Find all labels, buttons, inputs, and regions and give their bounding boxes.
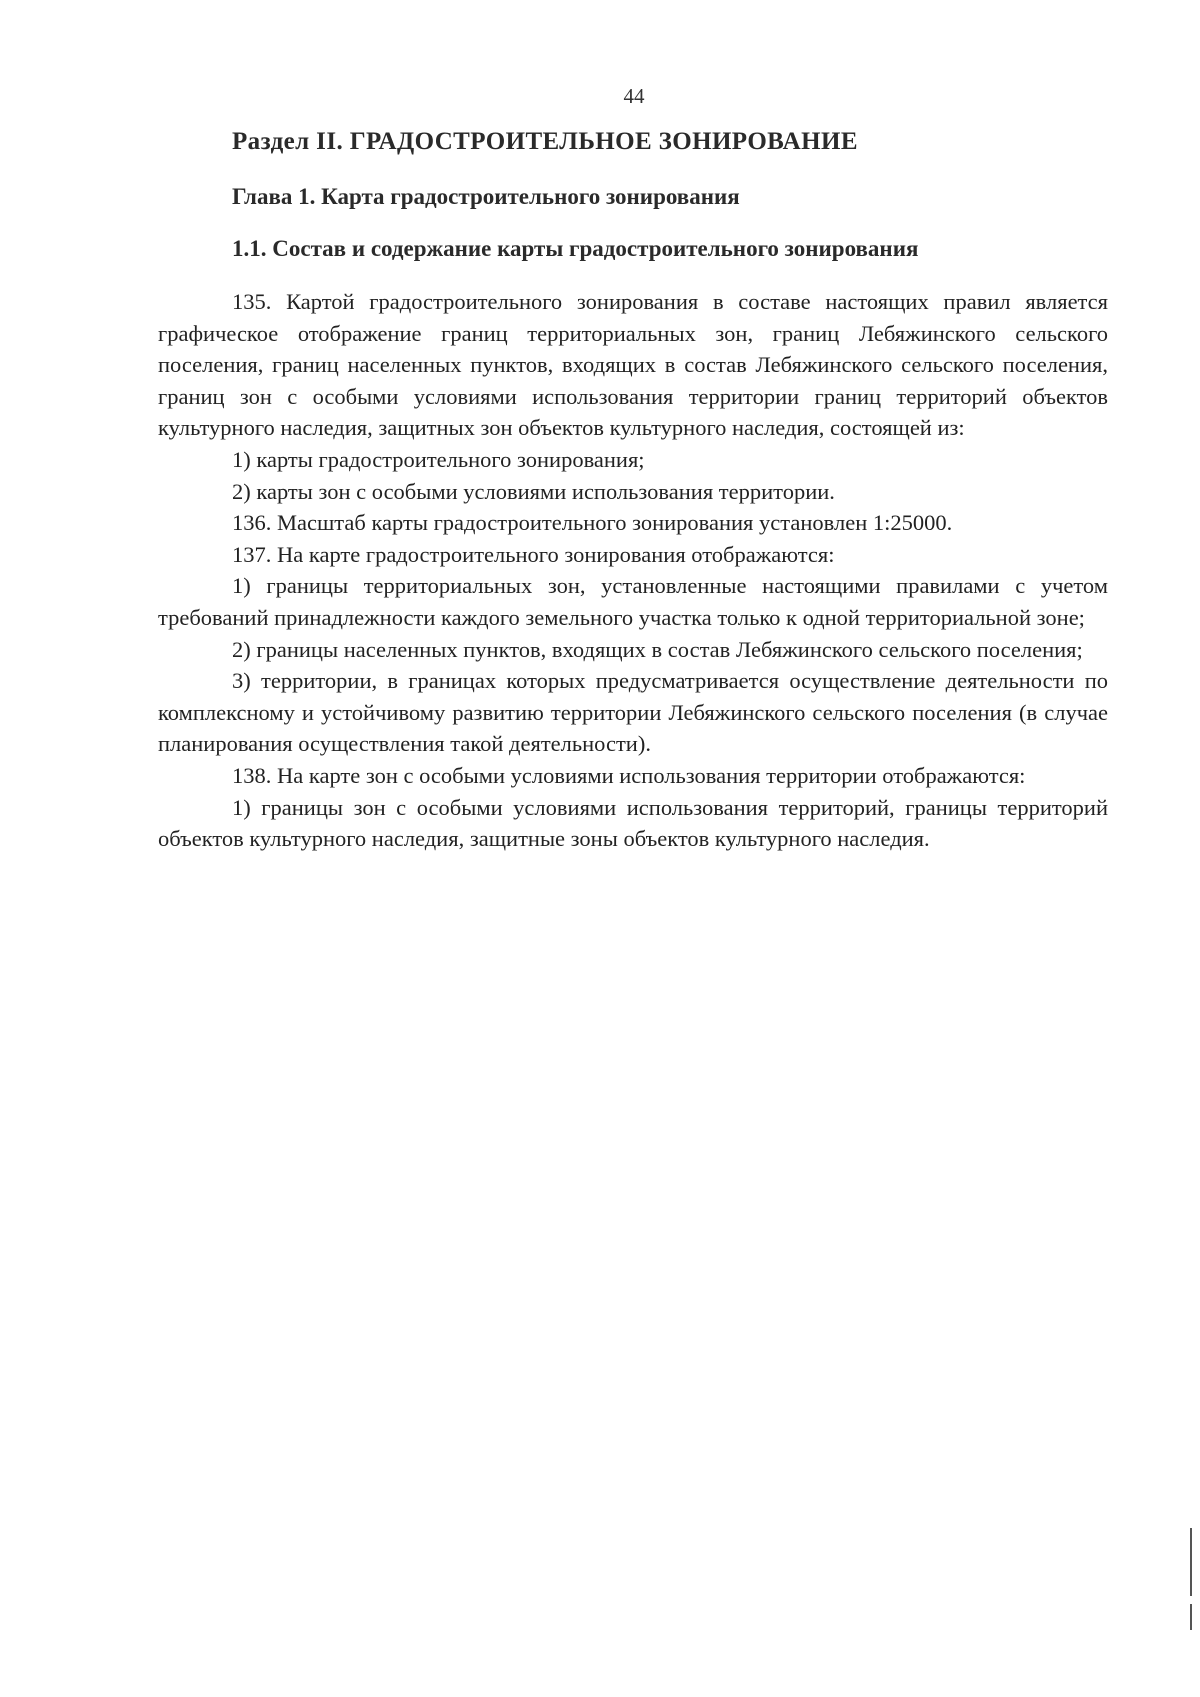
list-item-1: 1) границы зон с особыми условиями использования территорий, границы территорий объектов культурного наследия, защитные зоны объектов культурного наследия. (158, 794, 1108, 852)
scan-edge-mark (1190, 1604, 1192, 1630)
section-title: Раздел II. ГРАДОСТРОИТЕЛЬНОЕ ЗОНИРОВАНИЕ (232, 128, 858, 155)
scan-edge-mark (1190, 1528, 1192, 1596)
paragraph-136: 136. Масштаб карты градостроительного зонирования установлен 1:25000. (232, 510, 953, 536)
paragraph-138: 138. На карте зон с особыми условиями использования территории отображаются: (232, 762, 1026, 788)
list-item-2: 2) карты зон с особыми условиями использования территории. (232, 478, 835, 504)
page-number: 44 (623, 84, 645, 108)
list-item-3: 3) территории, в границах которых предусматривается осуществление деятельности по комплексному и устойчивому развитию территории Лебяжинского сельского поселения (в случае планирования осуществления такой деятельности). (158, 668, 1108, 757)
list-item-1: 1) карты градостроительного зонирования; (232, 446, 645, 472)
list-item-2: 2) границы населенных пунктов, входящих в состав Лебяжинского сельского поселения; (232, 636, 1083, 662)
paragraph-135: 135. Картой градостроительного зонирования в составе настоящих правил является графическое отображение границ территориальных зон, границ Лебяжинского сельского поселения, границ населенных пунктов, входящих в состав Лебяжинского сельского поселения, границ зон с особыми условиями использования территории границ территорий объектов культурного наследия, защитных зон объектов культурного наследия, состоящей из: (158, 289, 1108, 441)
list-item-1: 1) границы территориальных зон, установленные настоящими правилами с учетом требований принадлежности каждого земельного участка только к одной территориальной зоне; (158, 573, 1108, 630)
subsection-title: 1.1. Состав и содержание карты градостроительного зонирования (232, 236, 919, 261)
chapter-title: Глава 1. Карта градостроительного зонирования (232, 184, 740, 209)
paragraph-137: 137. На карте градостроительного зонирования отображаются: (232, 541, 835, 567)
document-body (158, 286, 1108, 855)
